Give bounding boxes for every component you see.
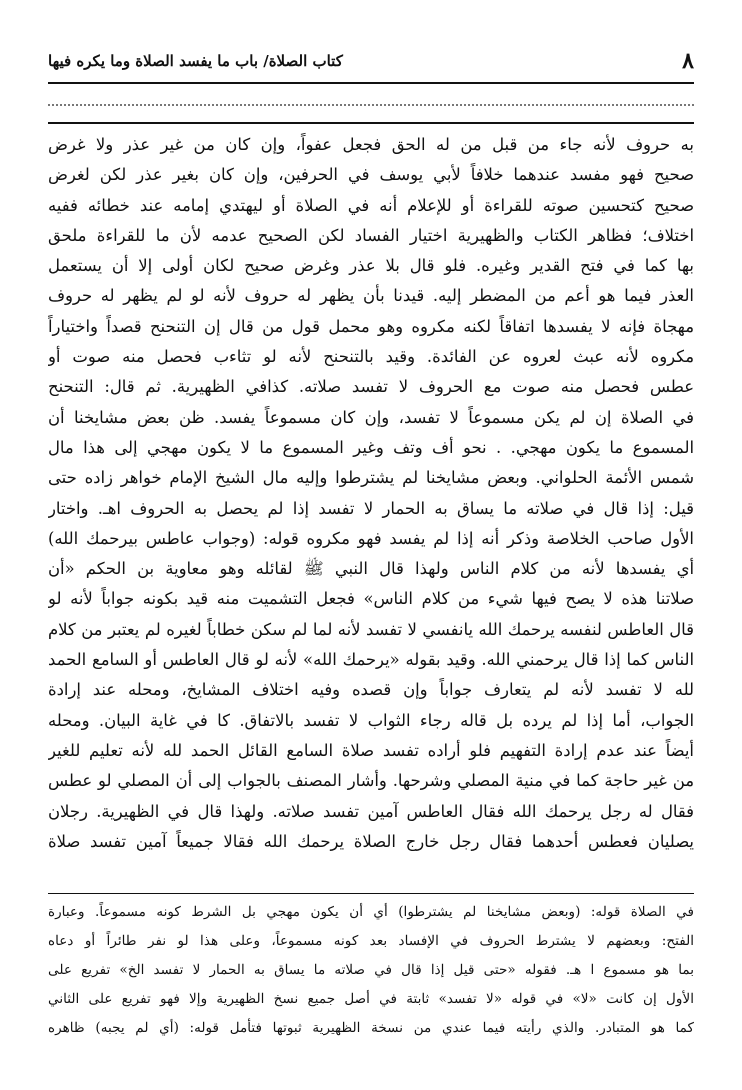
footnote-line: الأول إن كانت «لا» في قوله «لا تفسد» ثابتة في أصل جميع نسخ الظهيرية وإلا فهو تفريع على الثاني bbox=[48, 991, 694, 1007]
dotted-divider bbox=[48, 94, 694, 106]
text-line: يصليان فعطس أحدهما فقال رجل خارج الصلاة يرحمك الله فقالا جميعاً آمين تفسد صلاة bbox=[48, 831, 694, 851]
text-line: الجواب، أما إذا لم يرده بل قاله رجاء الثواب لا تفسد بالاتفاق. كا في غاية البيان. ومحله bbox=[48, 710, 694, 730]
text-line: عطس فحصل منه صوت مع الحروف لا تفسد صلاته. كذافي الظهيرية. ثم قال: التنحنح bbox=[48, 377, 694, 397]
footnotes bbox=[48, 898, 694, 1043]
text-line: قيل: إذا قال في صلاته ما يساق به الحمار لا تفسد إذا لم يحصل به الحروف اهـ. واختار bbox=[48, 498, 694, 518]
text-line: شمس الأئمة الحلواني. وبعض مشايخنا لم يشترطوا وإليه مال الشيخ الإمام خواهر زاده حتى bbox=[48, 468, 694, 488]
text-line: مهجاة فإنه لا يفسدها اتفاقاً لكنه مكروه وهو محمل قول من قال إن التنحنح قصداً واختياراً bbox=[48, 316, 694, 336]
text-line: مكروه لأنه عبث لعروه عن الفائدة. وقيد بالتنحنح لأنه لو تثاءب فحصل منه صوت أو bbox=[48, 347, 694, 367]
text-line: من غير حاجة كما في منية المصلي وشرحها. وأشار المصنف بالجواب إلى أن المصلي لو عطس bbox=[48, 771, 694, 791]
text-line: أيضاً عند عدم إرادة التفهيم فلو أراده تفسد صلاة السامع القائل الحمد لله لأنه تعليم للغير bbox=[48, 740, 694, 760]
page-header bbox=[48, 40, 694, 84]
text-line: العذر فيما هو أعم من المضطر إليه. قيدنا بأن يظهر له حروف لأنه لو لم يظهر له حروف bbox=[48, 286, 694, 306]
text-line: اختلاف؛ فظاهر الكتاب والظهيرية اختيار الفساد لكن الصحيح عدمه لأن ما للقراءة ملحق bbox=[48, 225, 694, 245]
footnote-line: الفتح: وبعضهم لا يشترط الحروف في الإفساد بعد كونه مسموعاً، وعلى هذا لو نفر طائراً أو دعاه bbox=[48, 933, 694, 949]
text-line: به حروف لأنه جاء من قبل من له الحق فجعل عفواً، وإن كان من غير عذر ولا غرض bbox=[48, 135, 694, 154]
text-line: لله لا تفسد لأنه لم يتعارف جواباً وإن قصده وفيه اختلاف المشايخ، ومحله عند إرادة bbox=[48, 680, 694, 700]
running-title: كتاب الصلاة/ باب ما يفسد الصلاة وما يكره فيها bbox=[48, 52, 343, 70]
footnote-separator bbox=[48, 893, 694, 894]
text-line: صحيح فهو مفسد عندهما خلافاً لأبي يوسف في الحرفين، وإن كان بغير عذر لكن لغرض bbox=[48, 165, 694, 185]
footnote-line: كما هو المتبادر. والذي رأيته فيما عندي من نسخة الظهيرية ثبوتها فتأمل قوله: (أي لم يجبه) ظاهره bbox=[48, 1020, 694, 1036]
text-line: بها كما في فتح القدير وغيره. فلو قال بلا عذر وغرض صحيح لكان أولى إلا أن يستعمل bbox=[48, 256, 694, 276]
footnote-line: بما هو مسموع ا هـ. فقوله «حتى قيل إذا قال في صلاته ما يساق به الحمار لا تفسد الخ» تفريع على bbox=[48, 962, 694, 978]
text-line: صحيح كتحسين صوته للقراءة أو للإعلام أنه في الصلاة أو ليهتدي إمامه عند خطائه ففيه bbox=[48, 195, 694, 215]
text-line: الناس كما إذا قال يرحمني الله. وقيد بقوله «يرحمك الله» لأنه لو قال العاطس أو السامع الحمد bbox=[48, 650, 694, 670]
text-line: قال العاطس لنفسه يرحمك الله يانفسي لا تفسد لأنه لما لم سكن خطاباً لغيره لم يعتبر من كلام bbox=[48, 619, 694, 639]
text-line: فقال له رجل يرحمك الله فقال العاطس آمين تفسد صلاته. ولهذا قال في الظهيرية. رجلان bbox=[48, 801, 694, 821]
text-line: صلاتنا هذه لا يصح فيها شيء من كلام الناس» فجعل التشميت منه قيد بكونه جواباً لأنه لو bbox=[48, 589, 694, 609]
text-line: الأول صاحب الخلاصة وذكر أنه إذا لم يفسد فهو مكروه قوله: (وجواب عاطس بيرحمك الله) bbox=[48, 528, 694, 548]
text-line: أي يفسدها لأنه من كلام الناس ولهذا قال النبي ﷺ لقائله وهو معاوية بن الحكم «أن bbox=[48, 559, 694, 579]
page-number: ٨ bbox=[682, 48, 694, 74]
text-line: المسموع ما يكون مهجي. . نحو أف وتف وغير المسموع ما لا يكون مهجي إلى هذا مال bbox=[48, 437, 694, 457]
footnote-line: في الصلاة قوله: (وبعض مشايخنا لم يشترطوا) أي أن يكون مهجي بل الشرط كونه مسموعاً. وعبارة bbox=[48, 904, 694, 920]
text-line: في الصلاة إن لم يكن مسموعاً لا تفسد، وإن كان مسموعاً يفسد. ظن بعض مشايخنا أن bbox=[48, 407, 694, 427]
top-rule bbox=[48, 122, 694, 124]
main-text bbox=[48, 130, 694, 857]
